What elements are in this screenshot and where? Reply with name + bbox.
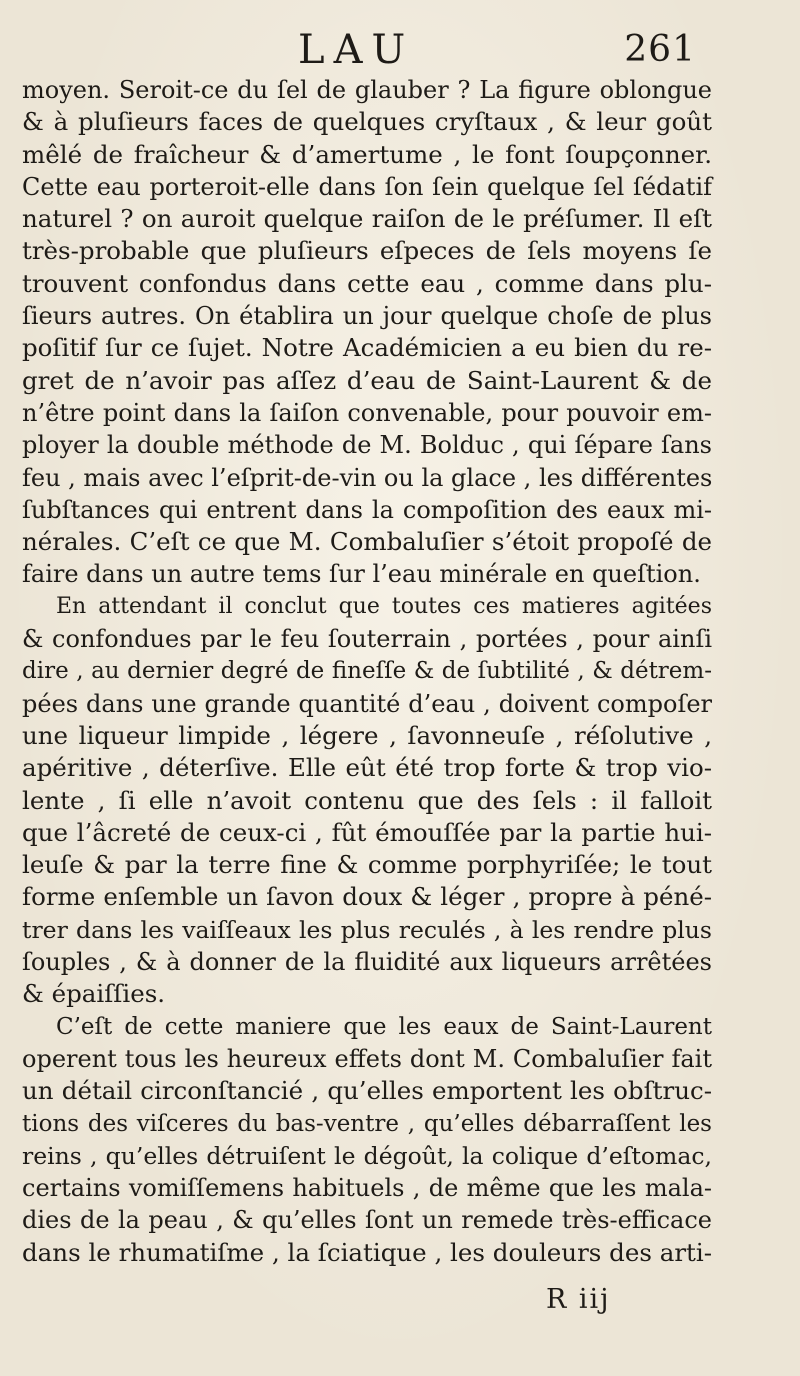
text-line: gret de n’avoir pas aſſez d’eau de Saint-Laurent & de [22, 365, 712, 395]
text-line: moyen. Seroit-ce du ſel de glauber ? La figure oblongue [22, 76, 712, 104]
signature-mark: R iij [546, 1284, 611, 1315]
text-line: forme enſemble un ſavon doux & léger , propre à péné- [22, 882, 712, 912]
text-line: n’être point dans la ſaiſon convenable, pour pouvoir em- [22, 398, 712, 427]
text-line: mêlé de fraîcheur & d’amertume , le font ſoupçonner. [22, 139, 712, 169]
text-line: pées dans une grande quantité d’eau , doivent compoſer [22, 689, 712, 718]
page-number: 261 [624, 29, 696, 70]
text-line: que l’âcreté de ceux-ci , fût émouſſée par la partie hui- [22, 817, 712, 847]
text-line: dans le rhumatiſme , la ſciatique , les douleurs des arti- [22, 1237, 712, 1267]
text-line: operent tous les heureux effets dont M. Combaluſier fait [22, 1044, 712, 1073]
text-line: & confondues par le feu ſouterrain , portées , pour ainſi [22, 625, 712, 654]
text-line: nérales. C’eſt ce que M. Combaluſier s’étoit propoſé de [22, 527, 712, 557]
text-line: C’eſt de cette maniere que les eaux de Saint-Laurent [56, 1013, 712, 1040]
text-line: tions des viſceres du bas-ventre , qu’elles débarraſſent les [22, 1110, 712, 1137]
text-line: feu , mais avec l’eſprit-de-vin ou la glace , les différentes [22, 463, 713, 492]
text-line: certains vomiſſemens habituels , de même que les mala- [22, 1174, 712, 1203]
text-line: & épaiſſies. [22, 979, 166, 1009]
text-line: faire dans un autre tems ſur l’eau minérale en queſtion. [22, 560, 701, 589]
text-line: naturel ? on auroit quelque raiſon de le préſumer. Il eſt [22, 204, 712, 234]
text-line: très-probable que pluſieurs eſpeces de ſels moyens ſe [22, 236, 712, 266]
running-head: LAU [298, 27, 415, 73]
text-line: trouvent confondus dans cette eau , comme dans plu- [22, 268, 712, 298]
text-line: En attendant il conclut que toutes ces matieres agitées [56, 593, 712, 619]
text-line: ployer la double méthode de M. Bolduc , qui ſépare ſans [22, 431, 712, 460]
text-line: lente , ſi elle n’avoit contenu que des ſels : il falloit [22, 785, 712, 815]
text-line: dire , au dernier degré de fineſſe & de ſubtilité , & détrem- [22, 658, 712, 685]
text-line: & à pluſieurs faces de quelques cryſtaux , & leur goût [22, 107, 712, 137]
text-line: Cette eau porteroit-elle dans ſon ſein quelque ſel ſédatif [22, 172, 712, 201]
text-line: ſieurs autres. On établira un jour quelque choſe de plus [22, 302, 712, 331]
text-line: ſubſtances qui entrent dans la compoſition des eaux mi- [22, 495, 712, 524]
page-header [0, 24, 800, 76]
text-line: une liqueur limpide , légere , ſavonneuſe , réſolutive , [22, 720, 712, 750]
text-line: leuſe & par la terre fine & comme porphyriſée; le tout [22, 850, 712, 880]
text-line: poſitif ſur ce ſujet. Notre Académicien a eu bien du re- [22, 333, 712, 363]
text-line: dies de la peau , & qu’elles ſont un remede très-efficace [22, 1206, 712, 1235]
text-line: reins , qu’elles détruiſent le dégoût, la colique d’eſtomac, [22, 1141, 712, 1170]
text-line: ſouples , & à donner de la fluidité aux liqueurs arrêtées [22, 948, 712, 977]
body-text [22, 74, 712, 1269]
text-line: trer dans les vaiſſeaux les plus reculés , à les rendre plus [22, 915, 712, 944]
text-line: un détail circonſtancié , qu’elles emportent les obſtruc- [22, 1076, 712, 1106]
text-line: apéritive , déterſive. Elle eût été trop forte & trop vio- [22, 753, 712, 783]
